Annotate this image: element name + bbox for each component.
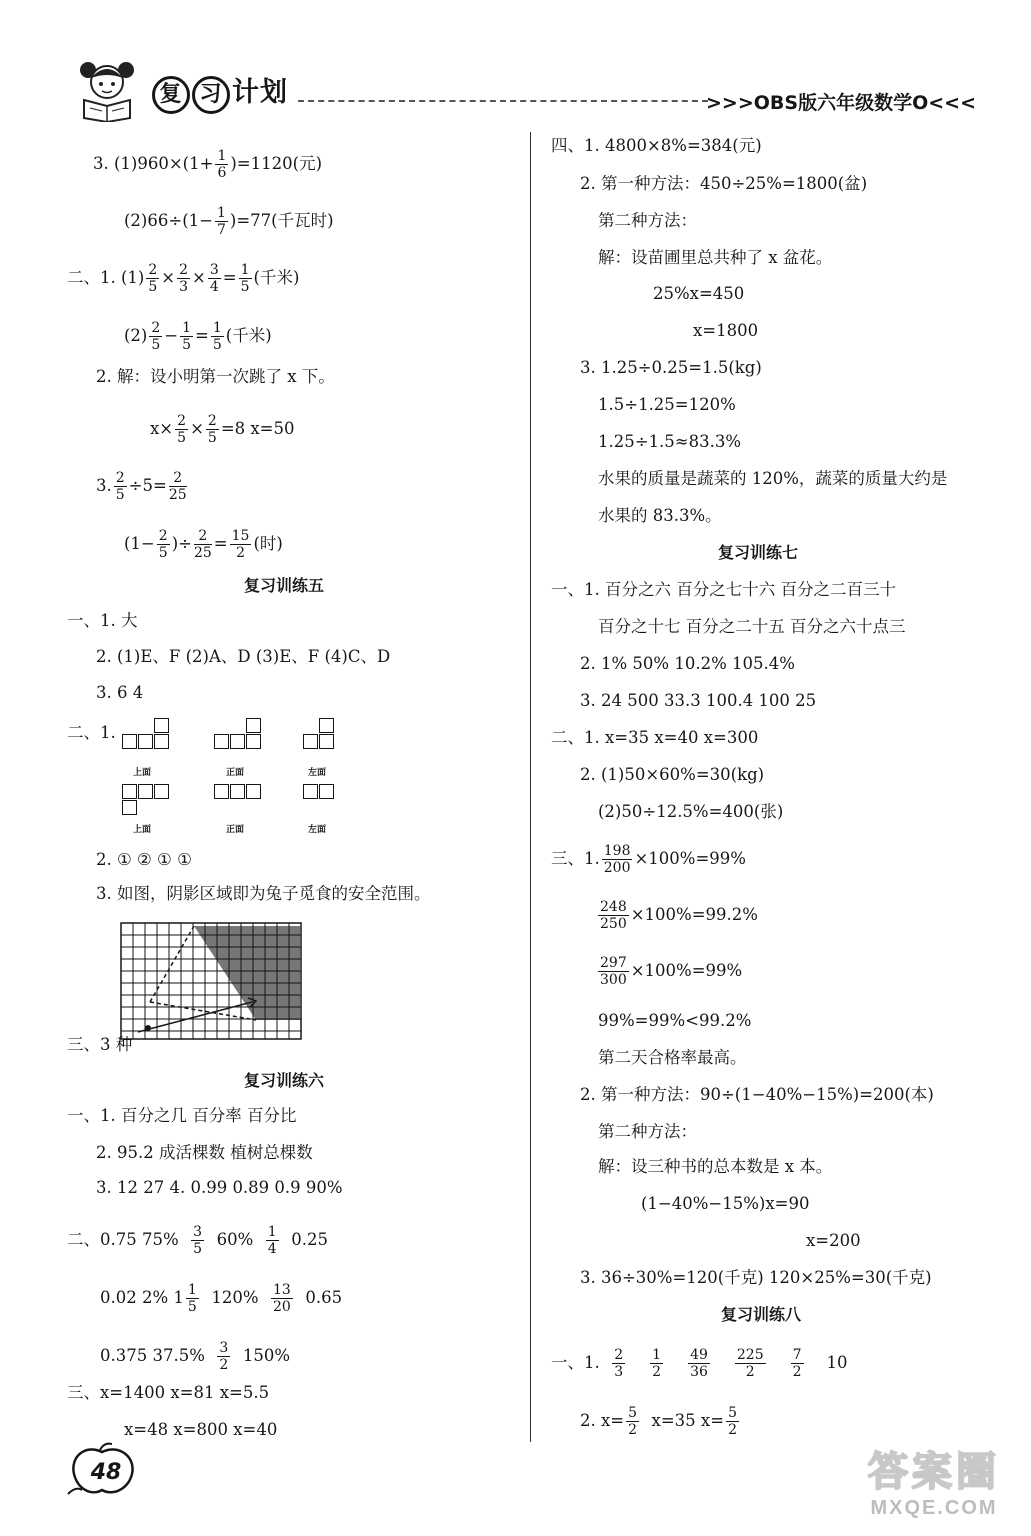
s7-line-2: 百分之十七 百分之二十五 百分之六十点三 bbox=[598, 617, 906, 636]
s6-line-6: 0.375 37.5% $\frac{3}{2}$ 150% bbox=[100, 1340, 290, 1373]
s7-line-5: 二、1. x=35 x=40 x=300 bbox=[551, 728, 759, 747]
watermark-logo bbox=[846, 1440, 1022, 1530]
view-shape-5 bbox=[214, 784, 264, 802]
view-caption-1: 上面 bbox=[133, 768, 152, 778]
s7-line-3: 2. 1% 50% 10.2% 105.4% bbox=[580, 654, 795, 673]
header-dashed-line bbox=[298, 100, 708, 102]
s7-line-12: 第二天合格率最高。 bbox=[598, 1048, 747, 1067]
s7-line-6: 2. (1)50×60%=30(kg) bbox=[580, 765, 765, 784]
watermark-sub: MXQE.COM bbox=[870, 1497, 998, 1519]
right-line-11: 水果的 83.3%。 bbox=[598, 506, 722, 525]
s7-line-14: 第二种方法： bbox=[598, 1122, 697, 1141]
watermark-main: 答案圈 bbox=[868, 1449, 1000, 1495]
right-line-10: 水果的质量是蔬菜的 120%，蔬菜的质量大约是 bbox=[598, 469, 948, 488]
section-title-8: 复习训练八 bbox=[721, 1305, 802, 1324]
left-line-2: (2)66÷(1− $\frac{1}{7}$ )=77(千瓦时) bbox=[124, 205, 334, 238]
s6-line-4: 二、0.75 75% $\frac{3}{5}$ 60% $\frac{1}{4}$ 0.25 bbox=[67, 1224, 328, 1257]
s7-line-1: 一、1. 百分之六 百分之七十六 百分之二百三十 bbox=[551, 580, 896, 599]
view-caption-2: 正面 bbox=[226, 768, 245, 778]
view-caption-6: 左面 bbox=[308, 825, 327, 835]
view-shape-2 bbox=[214, 718, 264, 752]
s7-line-10: $\frac{297}{300}$ ×100%=99% bbox=[600, 955, 743, 988]
title-char-circled-2: 习 bbox=[192, 76, 230, 114]
left-line-1: 3. (1)960×(1+ $\frac{1}{6}$ )=1120(元) bbox=[93, 148, 323, 181]
column-divider bbox=[530, 132, 531, 1442]
s7-line-13: 2. 第一种方法：90÷(1−40%−15%)=200(本) bbox=[580, 1085, 934, 1104]
s5-line-1: 一、1. 大 bbox=[67, 611, 138, 630]
view-shape-6 bbox=[303, 784, 339, 802]
s7-line-7: (2)50÷12.5%=400(张) bbox=[598, 802, 784, 821]
left-line-7: 3. $\frac{2}{5}$ ÷5= $\frac{2}{25}$ bbox=[96, 470, 187, 503]
view-shape-3 bbox=[303, 718, 339, 752]
s5-line-5: 2. ① ② ① ① bbox=[96, 850, 192, 869]
right-line-8: 1.5÷1.25=120% bbox=[598, 395, 736, 414]
s7-line-18: 3. 36÷30%=120(千克) 120×25%=30(千克) bbox=[580, 1268, 932, 1287]
s5-line-6: 3. 如图，阴影区域即为兔子觅食的安全范围。 bbox=[96, 884, 431, 903]
s6-line-1: 一、1. 百分之几 百分率 百分比 bbox=[67, 1106, 297, 1125]
right-line-5: 25%x=450 bbox=[653, 284, 745, 303]
left-line-4: (2) $\frac{2}{5}$ − $\frac{1}{5}$ = $\frac{1}{5}$ (千米) bbox=[124, 320, 272, 353]
title-char-circled-1: 复 bbox=[152, 76, 190, 114]
right-line-2: 2. 第一种方法：450÷25%=1800(盆) bbox=[580, 174, 868, 193]
section-title-7: 复习训练七 bbox=[718, 543, 799, 562]
section-title-5: 复习训练五 bbox=[244, 576, 325, 595]
s5-line-4: 二、1. bbox=[67, 723, 116, 742]
view-caption-5: 正面 bbox=[226, 825, 245, 835]
right-line-7: 3. 1.25÷0.25=1.5(kg) bbox=[580, 358, 762, 377]
page-number: 48 bbox=[90, 1460, 122, 1485]
s6-line-7: 三、x=1400 x=81 x=5.5 bbox=[67, 1383, 270, 1402]
s7-line-17: x=200 bbox=[806, 1231, 861, 1250]
header-book-label: >>>OBS版六年级数学O<<< bbox=[706, 92, 976, 114]
right-line-3: 第二种方法： bbox=[598, 211, 697, 230]
left-line-6: x× $\frac{2}{5}$ × $\frac{2}{5}$ =8 x=50 bbox=[150, 413, 295, 446]
s5-line-7: 三、3 种 bbox=[67, 1035, 133, 1054]
view-caption-4: 上面 bbox=[133, 825, 152, 835]
s6-line-5: 0.02 2% 1 $\frac{1}{5}$ 120% $\frac{13}{20}$ 0.65 bbox=[100, 1282, 343, 1315]
left-line-8: (1− $\frac{2}{5}$ )÷ $\frac{2}{25}$ = $\frac{15}{2}$ (时) bbox=[124, 528, 283, 561]
right-line-4: 解：设苗圃里总共种了 x 盆花。 bbox=[598, 248, 833, 267]
right-line-9: 1.25÷1.5≈83.3% bbox=[598, 432, 742, 451]
view-caption-3: 左面 bbox=[308, 768, 327, 778]
left-line-5: 2. 解：设小明第一次跳了 x 下。 bbox=[96, 367, 335, 386]
left-line-3: 二、1. (1) $\frac{2}{5}$ × $\frac{2}{3}$ × $\frac{3}{4}$ = $\frac{1}{5}$ (千米) bbox=[67, 262, 300, 295]
girl-reading-icon bbox=[78, 58, 136, 122]
s5-line-3: 3. 6 4 bbox=[96, 683, 144, 702]
s6-line-8: x=48 x=800 x=40 bbox=[124, 1420, 278, 1439]
s7-line-16: (1−40%−15%)x=90 bbox=[641, 1194, 810, 1213]
s6-line-2: 2. 95.2 成活棵数 植树总棵数 bbox=[96, 1143, 313, 1162]
section-title-6: 复习训练六 bbox=[244, 1071, 325, 1090]
s8-line-2: 2. x= $\frac{5}{2}$ x=35 x= $\frac{5}{2}$ bbox=[580, 1405, 737, 1438]
s8-line-1: 一、1. $\frac{2}{3}$ $\frac{1}{2}$ $\frac{49}{36}$ $\frac{225}{2}$ $\frac{7}{2}$ 10 bbox=[551, 1347, 848, 1380]
s7-line-9: $\frac{248}{250}$ ×100%=99.2% bbox=[600, 899, 758, 932]
s7-line-11: 99%=99%<99.2% bbox=[598, 1011, 752, 1030]
header-title bbox=[152, 70, 288, 114]
view-shape-1 bbox=[122, 718, 172, 752]
s6-line-3: 3. 12 27 4. 0.99 0.89 0.9 90% bbox=[96, 1178, 343, 1197]
right-line-1: 四、1. 4800×8%=384(元) bbox=[551, 136, 762, 155]
title-rest: 计划 bbox=[232, 77, 288, 108]
right-line-6: x=1800 bbox=[693, 321, 759, 340]
s7-line-8: 三、1. $\frac{198}{200}$ ×100%=99% bbox=[551, 843, 746, 876]
s5-line-2: 2. (1)E、F (2)A、D (3)E、F (4)C、D bbox=[96, 647, 391, 666]
view-shape-4 bbox=[122, 784, 172, 818]
s7-line-15: 解：设三种书的总本数是 x 本。 bbox=[598, 1157, 833, 1176]
s7-line-4: 3. 24 500 33.3 100.4 100 25 bbox=[580, 691, 817, 710]
rabbit-grid-diagram bbox=[120, 922, 302, 1040]
